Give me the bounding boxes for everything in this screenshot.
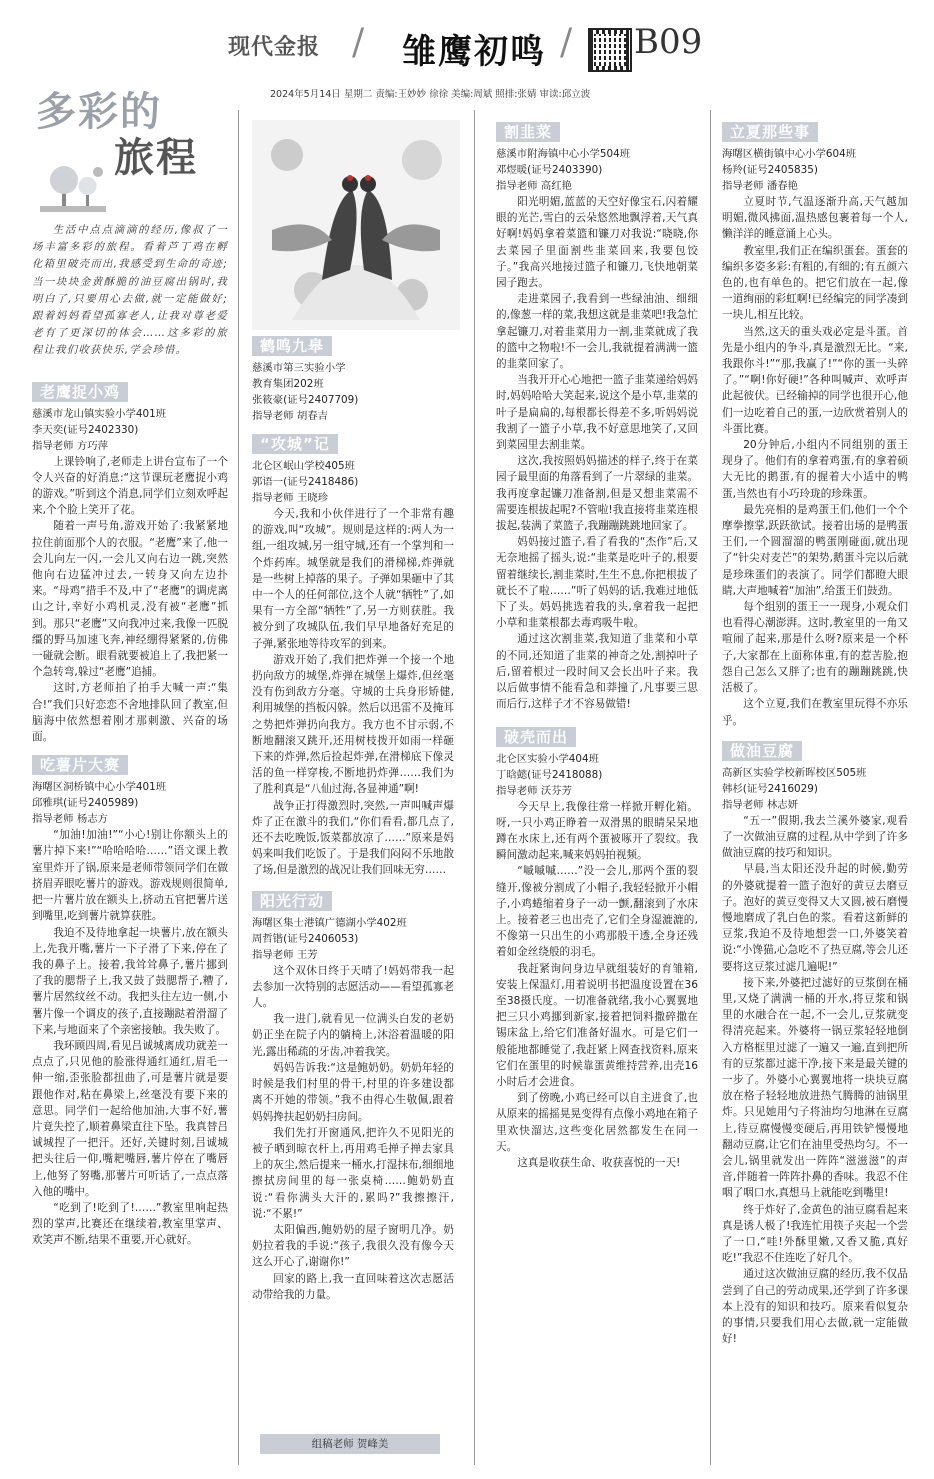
paragraph: “嘁嘁嘁……”没一会儿,那两个蛋的裂缝开,像被分割成了小帽子,我轻轻掀开小帽子,小鸡蜷缩着身子一动一颤,翻滚到了水床上。接着老三也出壳了,它们全身湿漉漉的,不像第一只出生的小鸡那般干透,全身还残着如金丝绕般的羽毛。: [496, 865, 698, 959]
article-lixia: [722, 116, 908, 729]
article-heading: 阳光行动: [252, 891, 332, 911]
paragraph: 妈妈告诉我:“这是鲍奶奶。奶奶年轻的时候是我们村里的骨干,村里的许多建设都离不开她的带领。”我不由得心生敬佩,跟着妈妈搀扶起奶奶扫房间。: [252, 1061, 454, 1123]
byline-school: 海曙区集士港镇广德湖小学402班: [252, 916, 407, 929]
byline-author: 丁晗懿(证号2418088): [496, 768, 603, 781]
column-divider: [710, 110, 711, 1465]
paragraph: 立夏时节,气温逐渐升高,天气越加明媚,微风拂面,温热感包裹着每一个人,懒洋洋的睡意涌上心头。: [722, 196, 908, 241]
byline-author: 李天奕(证号2402330): [32, 423, 139, 436]
feature-title-a: 多彩的: [36, 88, 162, 135]
paragraph: 每个组别的蛋王一一现身,小观众们也看得心潮澎湃。这时,教室里的一角又喧闹了起来,那是什么呀?原来是一个杯子,大家都在上面称体重,有的惹苦脸,抱怨自己怎么又胖了;也有的蹦蹦跳跳,快活极了。: [722, 601, 908, 695]
paragraph: 通过这次割韭菜,我知道了韭菜和小草的不同,还知道了韭菜的神奇之处,割掉叶子后,留着根过一段时间又会长出叶子来。我以后做事情不能看急和莽撞了,凡事要三思而后行,这样子才不容易做错!: [496, 633, 698, 711]
feature-title: [32, 88, 228, 214]
section-name: 雏鹰初鸣: [402, 32, 546, 72]
paragraph: 我环顾四周,看见吕诚城离成功就差一点点了,只见他的脸涨得通红通红,眉毛一伸一缩,歪张脸都扭曲了,可是薯片就是要跟他作对,粘在鼻梁上,丝毫没有要下来的意思。同学们一起给他加油,大事不好,薯片竟失控了,顺着鼻梁直往下坠。我真替吕诚城捏了一把汗。还好,关键时刻,吕诚城把头往后一仰,嘴耙嘴唇,薯片停在了嘴唇上,他努了努嘴,那薯片可听话了,一点点落入他的嘴中。: [32, 1039, 228, 1198]
article-yangguang: [252, 885, 454, 1303]
editor-credit: 组稿老师 贺峰美: [260, 1434, 440, 1454]
byline-author: 邱雅琪(证号2405989): [32, 797, 139, 810]
paragraph: 教室里,我们正在编织蛋套。蛋套的编织多姿多彩:有粗的,有细的;有五颜六色的,也有单色的。把它们放在一起,像一道绚丽的彩虹啊!已经编完的同学凑到一块儿,相互比较。: [722, 244, 908, 322]
byline-teacher: 指导老师 杨志方: [32, 813, 109, 826]
article-heading: 老鹰捉小鸡: [32, 382, 128, 402]
article-heading: 割韭菜: [496, 122, 560, 142]
paragraph: “加油!加油!”“小心!别让你额头上的薯片掉下来!”“哈哈哈哈……”语文课上教室里炸开了锅,原来是老师带领同学们在做挤眉弄眼吃薯片的游戏。游戏规则很简单,把一片薯片放在额头上,挤动五官把薯片送到嘴里,吃到薯片就算获胜。: [32, 829, 228, 923]
byline-teacher: 指导老师 王晓珍: [252, 492, 329, 504]
paragraph: 我赶紧询问身边早就组装好的育雏箱,安装上保温灯,用着说明书把温度设置在36至38摄氏度。一切准备就绪,我小心翼翼地把三只小鸡挪到新家,接着把饲料撒碎撒在锡床盆上,给它们准备好温水。可是它们一般能地都睡觉了,我赶紧上网查找资料,原来它们在蛋里的时候靠蛋黄维持营养,出壳16小时后才会进食。: [496, 962, 698, 1088]
byline-teacher: 指导老师 胡春吉: [252, 410, 329, 422]
byline-school: 北仑区岷山学校405班: [252, 460, 355, 472]
paragraph: 游戏开始了,我们把炸弹一个接一个地扔向敌方的城堡,炸弹在城堡上爆炸,但丝毫没有伤到敌方分毫。守城的士兵身形矫健,利用城堡的挡板闪躲。然后以迅雷不及掩耳之势把炸弹扔向我方。我方也不甘示弱,不断地翻滚又跳开,还用树枝拨开如雨一样砸下来的炸弹,然后捡起炸弹,在滑梯底下像灵活的鱼一样穿梭,不断地扔炸弹……我们为了胜利真是“八仙过海,各显神通”啊!: [252, 653, 454, 796]
article-shupian: [32, 749, 228, 1248]
column-4: [722, 116, 908, 1347]
article-youdoufu: [722, 735, 908, 1348]
article-laoying: [32, 376, 228, 746]
column-3: [496, 116, 698, 1171]
masthead: [0, 0, 934, 100]
article-gongcheng: [252, 428, 454, 879]
column-2: [252, 116, 454, 1303]
byline-teacher: 指导老师 方巧萍: [32, 439, 109, 452]
paragraph: 今天,我和小伙伴进行了一个非常有趣的游戏,叫“攻城”。规则是这样的:两人为一组,一组攻城,另一组守城,还有一个掌判和一个炸药库。城堡就是我们的滑梯梯,炸弹就是一些树上掉落的果子。子弹如果砸中了其中一个人的任何部位,这个人就“牺牲”了,如果有一方全部“牺牲”了,另一方则获胜。我被分到了攻城队伍,我们早早地备好充足的子弹,紧张地等待攻军的到来。: [252, 508, 454, 650]
paragraph: 20分钟后,小组内不同组别的蛋王现身了。他们有的拿着鸡蛋,有的拿着硕大无比的鹅蛋,有的握着大小适中的鸭蛋,当然也有小巧玲珑的珍珠蛋。: [722, 439, 908, 500]
paragraph: “五一”假期,我去兰溪外婆家,观看了一次做油豆腐的过程,从中学到了许多做油豆腐的技巧和知识。: [722, 814, 908, 860]
byline-school: 北仑区实验小学404班: [496, 752, 599, 765]
article-heading: 吃薯片大赛: [32, 755, 128, 775]
byline-school: 高新区实验学校新晖校区505班: [722, 766, 867, 779]
crane-painting-icon: [252, 120, 460, 330]
byline-author: 周哲锴(证号2406053): [252, 932, 359, 945]
byline-school: 慈溪市附海镇中心小学504班: [496, 148, 631, 160]
column-divider: [474, 110, 475, 1465]
page-number: B09: [634, 22, 703, 62]
qr-code-icon[interactable]: [588, 28, 632, 72]
paragraph: 回家的路上,我一直回味着这次志愿活动带给我的力量。: [252, 1272, 454, 1301]
byline-teacher: 指导老师 潘春艳: [722, 180, 799, 192]
article-heading: 立夏那些事: [722, 122, 818, 142]
paragraph: 终于炸好了,金黄色的油豆腐看起来真是诱人极了!我连忙用筷子夹起一个尝了一口,“哇!外酥里嫩,又香又脆,真好吃!”我忍不住连吃了好几个。: [722, 1203, 908, 1265]
paragraph: 阳光明媚,蓝蓝的天空好像宝石,闪着耀眼的光芒,雪白的云朵悠然地飘浮着,天气真好啊!妈妈拿着菜篮和镰刀对我说:“晓晓,你去菜园子里面割些韭菜回来,我要包饺子。”我高兴地接过篮子和镰刀,飞快地朝菜园子跑去。: [496, 196, 698, 290]
paragraph: 当然,这天的重头戏必定是斗蛋。首先是小组内的争斗,真是激烈无比。“来,我跟你斗!”“那,我赢了!”“你的蛋一头碎了。”“啊!你好硬!”各种叫喊声、欢呼声此起彼伏。已经输掉的同学也很开心,他们一边吃着自己的蛋,一边欣赏着别人的斗蛋比赛。: [722, 325, 908, 435]
byline-author: 杨羚(证号2405835): [722, 164, 818, 176]
byline-teacher: 指导老师 沃芬芳: [496, 784, 573, 797]
paragraph: “吃到了!吃到了!……”教室里响起热烈的掌声,比赛还在继续着,教室里掌声、欢笑声不断,结果不重要,开心就好。: [32, 1201, 228, 1247]
tree-illustration-icon: [40, 164, 106, 212]
paragraph: 妈妈接过篮子,看了看我的“杰作”后,又无奈地摇了摇头,说:“韭菜是吃叶子的,根要留着继续长,割韭菜时,生生不息,你把根拔了就长不了啦……”听了妈妈的话,我难过地低下了头。妈妈挑选着我的头,拿着我一起把小草和韭菜根都去毒鸡吸牛啦。: [496, 536, 698, 630]
paragraph: 上课铃响了,老师走上讲台宣布了一个令人兴奋的好消息:“这节课玩老鹰捉小鸡的游戏。”听到这个消息,同学们立刻欢呼起来,个个脸上笑开了花。: [32, 455, 228, 517]
article-gejiucai: [496, 116, 698, 713]
article-heading: 鹤鸣九皋: [252, 336, 332, 356]
paragraph: 随着一声号角,游戏开始了:我紧紧地拉住前面那个人的衣服。“老鹰”来了,他一会儿向左一闪,一会儿又向右边一跳,突然他向右边猛冲过去,一转身又向左边扑来。“母鸡”措手不及,中了“老鹰”的调虎离山之计,幸好小鸡机灵,没有被“老鹰”抓到。那只“老鹰”又向我冲过来,我像一匹脱缰的野马加速飞奔,神经绷得紧紧的,仿佛一碰就会断。眼看就要被追上了,我把紧一个急转弯,躲过“老鹰”追捕。: [32, 520, 228, 679]
byline-author: 郭语一(证号2418486): [252, 476, 359, 488]
paragraph: 我一进门,就看见一位满头白发的老奶奶正坐在院子内的躺椅上,沐浴着温暖的阳光,露出稀疏的牙齿,冲着我笑。: [252, 1013, 454, 1058]
feature-intro: 生活中点点滴滴的经历,像叔了一场丰富多彩的旅程。看着芦丁鸡在孵化箱里破壳而出,我感受到生命的奇迹;当一块块金黄酥脆的油豆腐出锅时,我明白了,只要用心去做,就一定能做好;跟着妈妈看望孤寡老人,让我对尊老爱老有了更深切的体会……这多彩的旅程让我们收获快乐,学会珍惜。: [32, 224, 228, 357]
info-line: 2024年5月14日 星期二 责编:王妙妙 徐徐 美编:周斌 照排:张婧 审读:邱立波: [270, 89, 591, 100]
byline-teacher: 指导老师 高红艳: [496, 180, 573, 192]
paper-name: 现代金报: [228, 35, 321, 60]
paragraph: 我们先打开窗通风,把许久不见阳光的被子晒到晾衣杆上,再用鸡毛掸子掸去家具上的灰尘,然后提来一桶水,打湿抹布,细细地擦拭房间里的每一张桌椅……鲍奶奶直说:“看你满头大汗的,累吗?”我擦擦汗,说:“不累!”: [252, 1126, 454, 1220]
paragraph: 这真是收获生命、收获喜悦的一天!: [517, 1156, 681, 1169]
paragraph: 当我开开心心地把一篮子韭菜递给妈妈时,妈妈哈哈大笑起来,说这个是小草,韭菜的叶子是扁扁的,每根都长得差不多,听妈妈说我割了一篮子小草,我不好意思地笑了,又回到菜园里去割韭菜。: [496, 374, 698, 452]
paragraph: 早晨,当太阳还没升起的时候,勤劳的外婆就提着一篮子泡好的黄豆去磨豆子。泡好的黄豆变得又大又圆,被石磨慢慢地磨成了乳白色的浆。看着这新鲜的豆浆,我迫不及待地想尝一口,外婆笑着说:“小馋猫,心急吃不了热豆腐,等会儿还要将这豆浆过滤几遍呢!”: [722, 863, 908, 973]
byline-teacher: 指导老师 林志妍: [722, 798, 799, 811]
column-divider: [238, 110, 239, 1465]
byline-teacher: 指导老师 王芳: [252, 948, 318, 961]
byline-author: 韩杉(证号2416029): [722, 782, 818, 795]
article-heading: 破壳而出: [496, 727, 576, 747]
byline-school: 海曙区洞桥镇中心小学401班: [32, 781, 167, 794]
paragraph: 今天早上,我像往常一样掀开孵化箱。呀,一只小鸡正睁着一双滑黑的眼睛呆呆地蹲在水床上,还有两个蛋被啄开了裂纹。我瞬间激动起来,喊来妈妈拍视频。: [496, 800, 698, 862]
paragraph: 最先亮相的是鸡蛋王们,他们一个个摩拳擦掌,跃跃欲试。接着出场的是鸭蛋王们,一个圆溜溜的鸭蛋刚碰面,就出现了“针尖对麦芒”的架势,鹅蛋斗完以后就是珍珠蛋们的表演了。同学们都瞪大眼睛,大声地喊着“加油”,给蛋王们鼓劲。: [722, 503, 908, 597]
paragraph: 我迫不及待地拿起一块薯片,放在额头上,先我开嘴,薯片一下子滑了下来,停在了我的鼻子上。接着,我耸耸鼻子,薯片挪到了我的腮帮子上,我又鼓了鼓腮帮子,糟了,薯片居然纹丝不动。我把头往左边一侧,小薯片像一个调皮的孩子,直接蹦跶着滑溜了下来,与地面来了个亲密接触。我失败了。: [32, 926, 228, 1036]
byline-school: 教育集团202班: [252, 378, 324, 390]
paragraph: 通过这次做油豆腐的经历,我不仅品尝到了自己的劳动成果,还学到了许多课本上没有的知识和技巧。原来看似复杂的事情,只要我们用心去做,就一定能做好!: [722, 1268, 908, 1346]
article-heming: [252, 330, 454, 424]
paragraph: 这个双休日终于天晴了!妈妈带我一起去参加一次特别的志愿活动——看望孤寡老人。: [252, 964, 454, 1010]
crane-painting: [252, 120, 460, 330]
paragraph: 太阳偏西,鲍奶奶的屋子窗明几净。奶奶拉着我的手说:“孩子,我很久没有像今天这么开心了,谢谢你!”: [252, 1223, 454, 1269]
paragraph: 战争正打得激烈时,突然,一声叫喊声爆炸了正在激斗的我们,“你们看看,都几点了,还不去吃晚饭,饭菜都放凉了……”原来是妈妈来叫我们吃饭了。于是我们闷闷不乐地散了场,但是激烈的战况让我们回味无穷……: [252, 799, 454, 877]
paragraph: 走进菜园子,我看到一些绿油油、细细的,像葱一样的菜,我想这就是韭菜吧!我急忙拿起镰刀,对着韭菜用力一割,韭菜就成了我的篮中之物啦!不一会儿,我就提着满满一篮的韭菜回家了。: [496, 293, 698, 371]
divider-slash-icon: /: [352, 22, 365, 63]
paragraph: 这时,方老师拍了拍手大喊一声:“集合!”我们只好恋恋不舍地排队回了教室,但脑海中依然想着刚才那刺激、兴奋的场面。: [32, 682, 228, 744]
byline-school: 慈溪市龙山镇实验小学401班: [32, 407, 167, 420]
paragraph: 到了傍晚,小鸡已经可以自主进食了,也从原来的摇摇晃晃变得有点像小鸡地在箱子里欢快溜达,这些变化居然都发生在同一天。: [496, 1092, 698, 1153]
article-heading: “攻城”记: [252, 434, 338, 454]
column-1: [32, 88, 228, 1249]
paragraph: 接下来,外婆把过滤好的豆浆倒在桶里,又烧了满满一桶的开水,将豆浆和锅里的水融合在一起,不一会儿,豆浆就变得清亮起来。外婆将一锅豆浆轻轻地倒入方格框里过滤了一遍又一遍,直到把所有的豆浆都过滤干净,接下来是最关键的一步了。外婆小心翼翼地将一块块豆腐放在格子轻轻地放进热气腾腾的油锅里炸。只见她用勺子将油均匀地淋在豆腐上,待豆腐慢慢变硬后,再用铁铲慢慢地翻动豆腐,让它们在油里受热均匀。不一会儿,锅里就发出一阵阵“滋滋滋”的声音,伴随着一阵阵扑鼻的香味。我忍不住咽了咽口水,真想马上就能吃到嘴里!: [722, 976, 908, 1200]
article-heading: 做油豆腐: [722, 741, 802, 761]
byline-author: 邓煜暖(证号2403390): [496, 164, 603, 176]
feature-title-b: 旅程: [114, 134, 198, 181]
paragraph: 这次,我按照妈妈描述的样子,终于在菜园子最里面的角落看到了一片翠绿的韭菜。我再度拿起镰刀准备割,但是又想韭菜需不需要连根拔起呢?不管啦!我直接将韭菜连根拔起,装满了菜篮子,我蹦蹦跳跳地回家了。: [496, 455, 698, 533]
byline-school: 慈溪市第三实验小学: [252, 362, 346, 374]
paragraph: 这个立夏,我们在教室里玩得不亦乐乎。: [722, 698, 908, 727]
divider-slash-icon: /: [560, 22, 573, 63]
byline-school: 海曙区横街镇中心小学604班: [722, 148, 857, 160]
byline-author: 张筱豪(证号2407709): [252, 394, 359, 406]
article-pokeerchu: [496, 721, 698, 1172]
